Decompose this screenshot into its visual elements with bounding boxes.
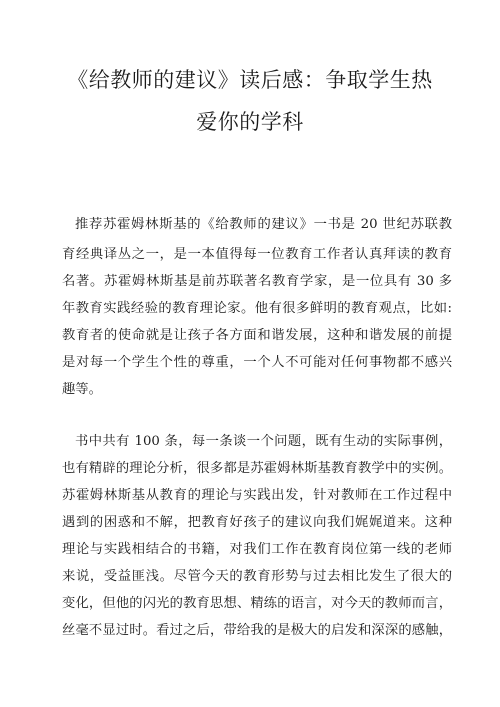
paragraph-2-line-1: 书中共有 100 条，每一条谈一个问题，既有生动的实际事例， bbox=[75, 434, 452, 449]
paragraph-1-line-7: 趣等。 bbox=[62, 382, 102, 397]
paragraph-1-line-6: 是对每一个学生个性的尊重，一个人不可能对任何事物都不感兴 bbox=[62, 355, 452, 370]
paragraph-1-line-3: 名著。苏霍姆林斯基是前苏联著名教育学家，是一位具有 30 多 bbox=[62, 274, 452, 289]
paragraph-2-line-7: 变化，但他的闪光的教育思想、精练的语言，对今天的教师而言， bbox=[62, 596, 452, 611]
paragraph-1-line-2: 育经典译丛之一，是一本值得每一位教育工作者认真拜读的教育 bbox=[62, 247, 452, 262]
paragraph-2-line-6: 来说，受益匪浅。尽管今天的教育形势与过去相比发生了很大的 bbox=[62, 569, 452, 584]
paragraph-2-line-5: 理论与实践相结合的书籍，对我们工作在教育岗位第一线的老师 bbox=[62, 542, 452, 557]
paragraph-1-line-5: 教育者的使命就是让孩子各方面和谐发展，这种和谐发展的前提 bbox=[62, 328, 452, 343]
document-title-line-2: 爱你的学科 bbox=[196, 110, 304, 134]
paragraph-2-line-3: 苏霍姆林斯基从教育的理论与实践出发，针对教师在工作过程中 bbox=[62, 488, 452, 503]
document-title-line-1: 《给教师的建议》读后感：争取学生热 bbox=[67, 68, 433, 92]
paragraph-1-line-1: 推荐苏霍姆林斯基的《给教师的建议》一书是 20 世纪苏联教 bbox=[75, 217, 452, 232]
paragraph-2-line-2: 也有精辟的理论分析，很多都是苏霍姆林斯基教育教学中的实例。 bbox=[62, 461, 452, 476]
paragraph-2-line-8: 丝毫不显过时。看过之后，带给我的是极大的启发和深深的感触， bbox=[62, 623, 452, 638]
paragraph-2-line-4: 遇到的困惑和不解，把教育好孩子的建议向我们娓娓道来。这种 bbox=[62, 515, 452, 530]
paragraph-1-line-4: 年教育实践经验的教育理论家。他有很多鲜明的教育观点，比如: bbox=[62, 301, 452, 316]
